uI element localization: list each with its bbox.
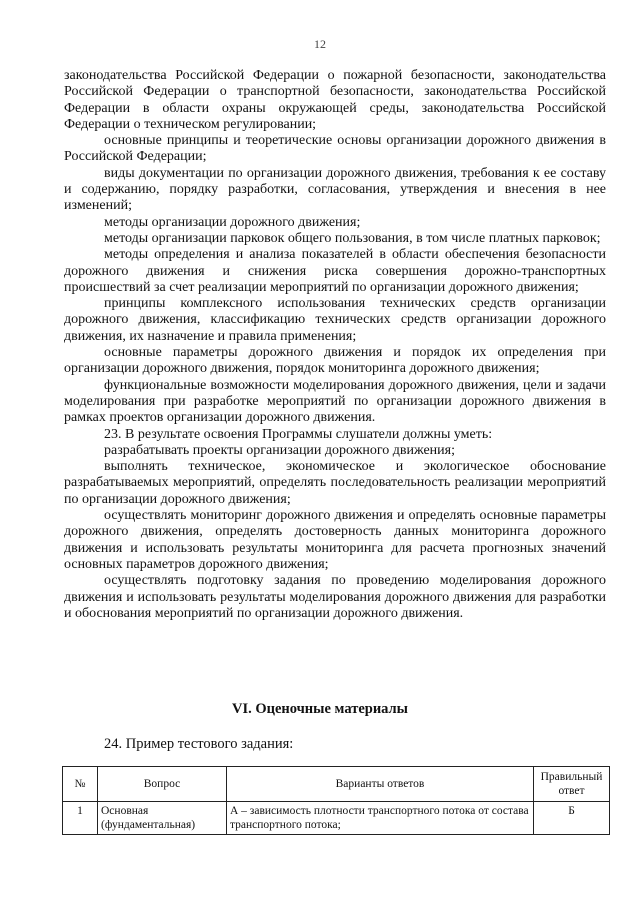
paragraph: виды документации по организации дорожного движения, требования к ее составу и содержанию, порядку разработки, согласования, утверждения и внесения в нее изменений; <box>64 165 606 214</box>
paragraph: осуществлять мониторинг дорожного движения и определять основные параметры дорожного движения, определять достоверность данных мониторинга дорожного движения и использовать результаты мониторинга для расчета прогнозных значений основных параметров дорожного движения; <box>64 508 606 572</box>
document-body <box>64 68 606 622</box>
paragraph: основные принципы и теоретические основы организации дорожного движения в Российской Федерации; <box>64 133 606 165</box>
page-number: 12 <box>314 37 326 51</box>
paragraph: законодательства Российской Федерации о пожарной безопасности, законодательства Российской Федерации о транспортной безопасности, законодательства Российской Федерации в области охраны окружающей среды, законодательства Российской Федерации о техническом регулировании; <box>64 68 606 132</box>
table-row <box>63 802 610 835</box>
cell-num: 1 <box>63 802 98 835</box>
paragraph: методы организации дорожного движения; <box>104 214 361 230</box>
test-table <box>62 766 610 835</box>
section-title: VI. Оценочные материалы <box>231 701 409 717</box>
paragraph: основные параметры дорожного движения и порядок их определения при организации дорожного движения, порядок мониторинга дорожного движения; <box>64 345 606 377</box>
test-intro: 24. Пример тестового задания: <box>104 736 294 752</box>
paragraph: 23. В результате освоения Программы слушатели должны уметь: <box>104 426 493 442</box>
paragraph: функциональные возможности моделирования дорожного движения, цели и задачи моделирования при разработке мероприятий по организации дорожного движения в рамках проектов организации дорожного движения. <box>64 377 606 426</box>
header-question: Вопрос <box>98 767 227 802</box>
cell-answer: А – зависимость плотности транспортного потока от состава транспортного потока; <box>227 802 534 835</box>
header-answers: Варианты ответов <box>227 767 534 802</box>
cell-correct: Б <box>534 802 610 835</box>
header-correct: Правильный ответ <box>534 767 610 802</box>
paragraph: выполнять техническое, экономическое и экологическое обоснование разрабатываемых мероприятий, определять последовательность реализации мероприятий по организации дорожного движения; <box>64 459 606 507</box>
table-header-row <box>63 767 610 802</box>
paragraph: разрабатывать проекты организации дорожного движения; <box>104 442 455 458</box>
paragraph: методы организации парковок общего пользования, в том числе платных парковок; <box>104 230 601 246</box>
cell-question: Основная (фундаментальная) <box>98 802 227 835</box>
paragraph: методы определения и анализа показателей в области обеспечения безопасности дорожного движения и снижения риска совершения дорожно-транспортных происшествий за счет реализации мероприятий по организации дорожного движения; <box>64 247 606 295</box>
header-num: № <box>63 767 98 802</box>
paragraph: осуществлять подготовку задания по проведению моделирования дорожного движения и использовать результаты моделирования дорожного движения для разработки и обоснования мероприятий по организации дорожного движения. <box>64 573 606 621</box>
paragraph: принципы комплексного использования технических средств организации дорожного движения, классификацию технических средств организации дорожного движения, их назначение и правила применения; <box>64 296 606 344</box>
